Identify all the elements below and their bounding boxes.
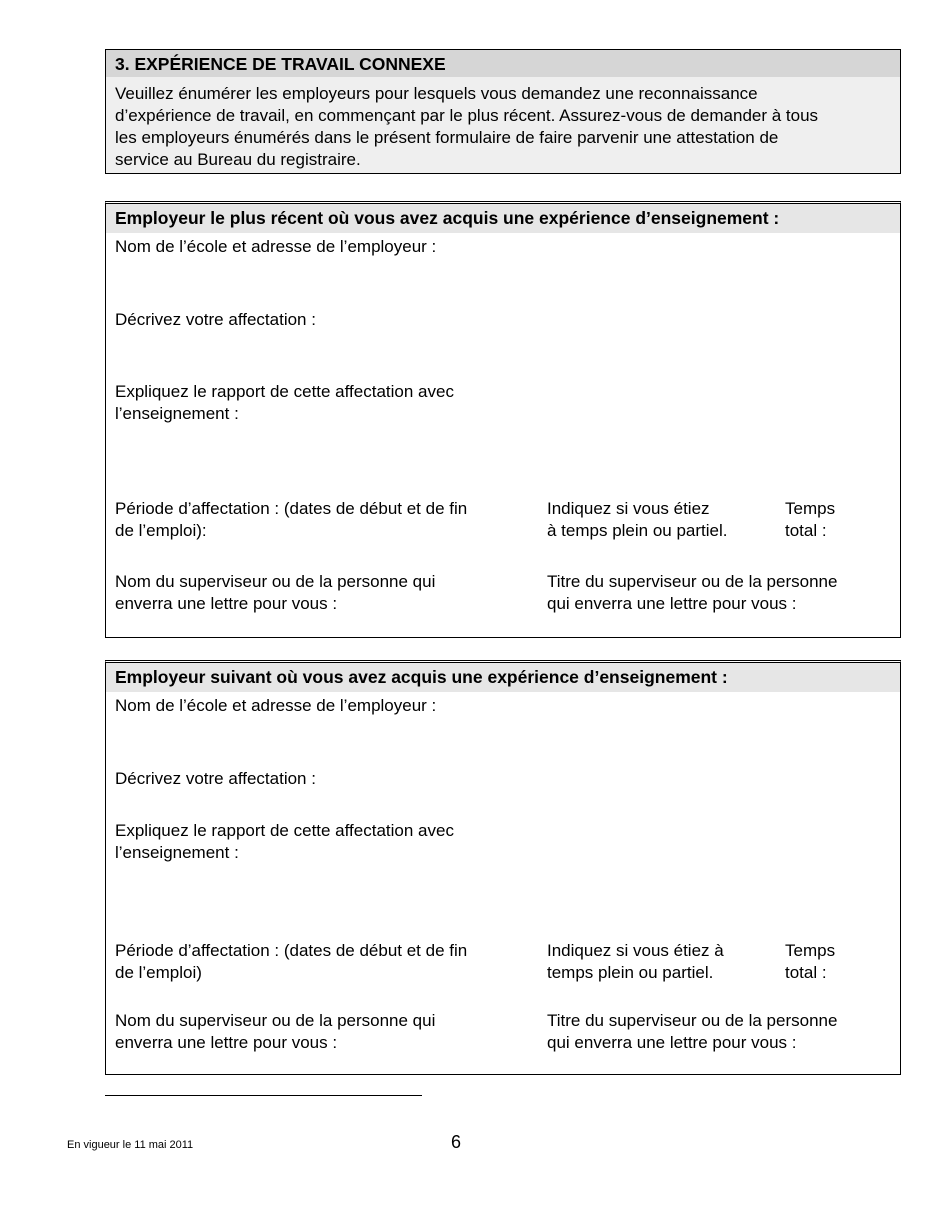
instruction-line: les employeurs énumérés dans le présent formulaire de faire parvenir une attestation de [115,128,779,147]
supervisor-title-label: qui enverra une lettre pour vous : [547,1033,797,1052]
supervisor-title-field[interactable] [547,1010,837,1054]
assignment-description-label: Décrivez votre affectation : [115,310,316,329]
employment-status-label: Indiquez si vous étiez [547,499,710,518]
assignment-period-label: Période d’affectation : (dates de début et de fin [115,499,468,518]
total-time-label: Temps [785,941,836,960]
instruction-line: service au Bureau du registraire. [115,150,361,169]
school-address-label: Nom de l’école et adresse de l’employeur : [115,237,437,256]
employer-2-heading: Employeur suivant où vous avez acquis une expérience d’enseignement : [106,663,900,692]
total-time-field[interactable] [785,498,835,542]
employer-1-heading: Employeur le plus récent où vous avez acquis une expérience d’enseignement : [106,204,900,233]
section-instructions [106,77,900,171]
teaching-relation-label: Expliquez le rapport de cette affectation avec [115,821,454,840]
teaching-relation-label: l’enseignement : [115,843,239,862]
assignment-period-label: de l’emploi): [115,521,207,540]
supervisor-name-field[interactable] [115,571,435,615]
assignment-period-label: de l’emploi) [115,963,202,982]
school-address-label: Nom de l’école et adresse de l’employeur : [115,696,437,715]
employment-status-label: temps plein ou partiel. [547,963,714,982]
instruction-line: Veuillez énumérer les employeurs pour lesquels vous demandez une reconnaissance [115,84,758,103]
teaching-relation-label: l’enseignement : [115,404,239,423]
teaching-relation-label: Expliquez le rapport de cette affectation avec [115,382,454,401]
total-time-label: Temps [785,499,836,518]
assignment-period-label: Période d’affectation : (dates de début et de fin [115,941,468,960]
supervisor-title-label: qui enverra une lettre pour vous : [547,594,797,613]
assignment-description-label: Décrivez votre affectation : [115,769,316,788]
assignment-period-field[interactable] [115,498,467,542]
section-intro-box [105,49,901,174]
supervisor-name-label: enverra une lettre pour vous : [115,1033,338,1052]
employment-status-label: à temps plein ou partiel. [547,521,728,540]
employment-status-field[interactable] [547,940,724,984]
total-time-label: total : [785,963,827,982]
teaching-relation-field[interactable] [115,820,454,864]
instruction-line: d’expérience de travail, en commençant par le plus récent. Assurez-vous de demander à tous [115,106,819,125]
supervisor-name-field[interactable] [115,1010,435,1054]
assignment-description-field[interactable] [115,768,316,790]
supervisor-title-label: Titre du superviseur ou de la personne [547,572,838,591]
supervisor-title-label: Titre du superviseur ou de la personne [547,1011,838,1030]
supervisor-title-field[interactable] [547,571,837,615]
employment-status-label: Indiquez si vous étiez à [547,941,724,960]
school-address-field[interactable] [115,695,436,717]
section-title: 3. EXPÉRIENCE DE TRAVAIL CONNEXE [106,50,900,77]
employer-2-block [105,660,901,1075]
employer-1-block [105,201,901,638]
footnote-divider [105,1095,422,1096]
teaching-relation-field[interactable] [115,381,454,425]
page-number: 6 [451,1132,462,1152]
effective-date: En vigueur le 11 mai 2011 [67,1139,194,1151]
assignment-description-field[interactable] [115,309,316,331]
supervisor-name-label: Nom du superviseur ou de la personne qui [115,572,436,591]
employment-status-field[interactable] [547,498,728,542]
supervisor-name-label: Nom du superviseur ou de la personne qui [115,1011,436,1030]
total-time-label: total : [785,521,827,540]
school-address-field[interactable] [115,236,436,258]
total-time-field[interactable] [785,940,835,984]
supervisor-name-label: enverra une lettre pour vous : [115,594,338,613]
assignment-period-field[interactable] [115,940,467,984]
